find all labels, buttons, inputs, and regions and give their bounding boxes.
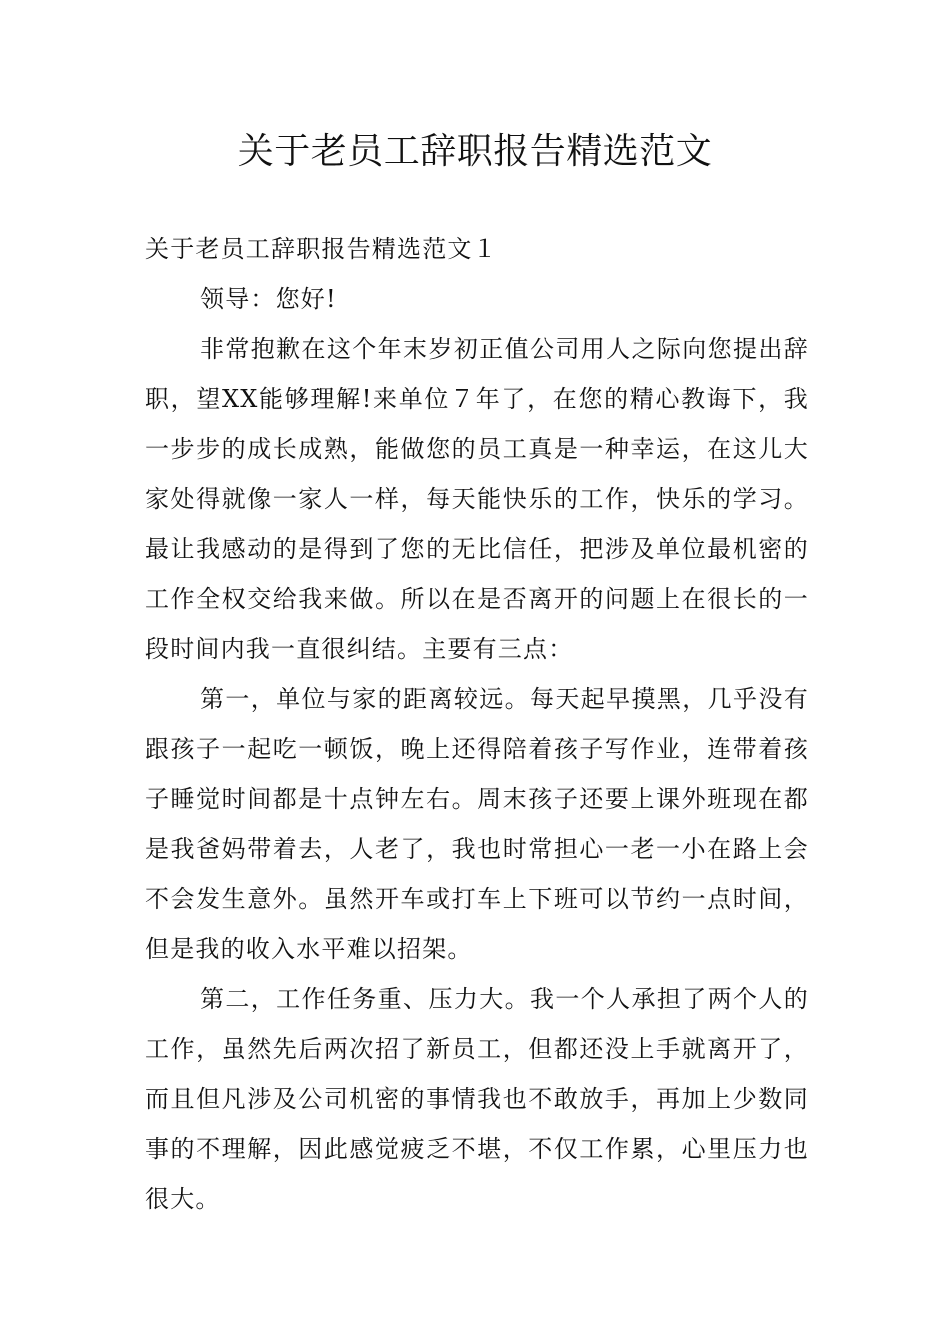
- paragraph-second-reason: 第二，工作任务重、压力大。我一个人承担了两个人的工作，虽然先后两次招了新员工，但都还没上手就离开了，而且但凡涉及公司机密的事情我也不敢放手，再加上少数同事的不理解，因此感觉疲乏不堪，不仅工作累，心里压力也很大。: [145, 985, 809, 1213]
- section-heading: 关于老员工辞职报告精选范文１: [145, 235, 498, 263]
- document-body: [145, 224, 809, 1224]
- salutation: 领导：您好!: [200, 285, 337, 313]
- paragraph-first-reason: 第一，单位与家的距离较远。每天起早摸黑，几乎没有跟孩子一起吃一顿饭，晚上还得陪着孩子写作业，连带着孩子睡觉时间都是十点钟左右。周末孩子还要上课外班现在都是我爸妈带着去，人老了，我也时常担心一老一小在路上会不会发生意外。虽然开车或打车上下班可以节约一点时间，但是我的收入水平难以招架。: [145, 685, 809, 963]
- paragraph-intro: 非常抱歉在这个年末岁初正值公司用人之际向您提出辞职，望XX能够理解!来单位７年了，在您的精心教诲下，我一步步的成长成熟，能做您的员工真是一种幸运，在这儿大家处得就像一家人一样，每天能快乐的工作，快乐的学习。最让我感动的是得到了您的无比信任，把涉及单位最机密的工作全权交给我来做。所以在是否离开的问题上在很长的一段时间内我一直很纠结。主要有三点：: [145, 335, 809, 663]
- document-title: 关于老员工辞职报告精选范文: [237, 131, 713, 172]
